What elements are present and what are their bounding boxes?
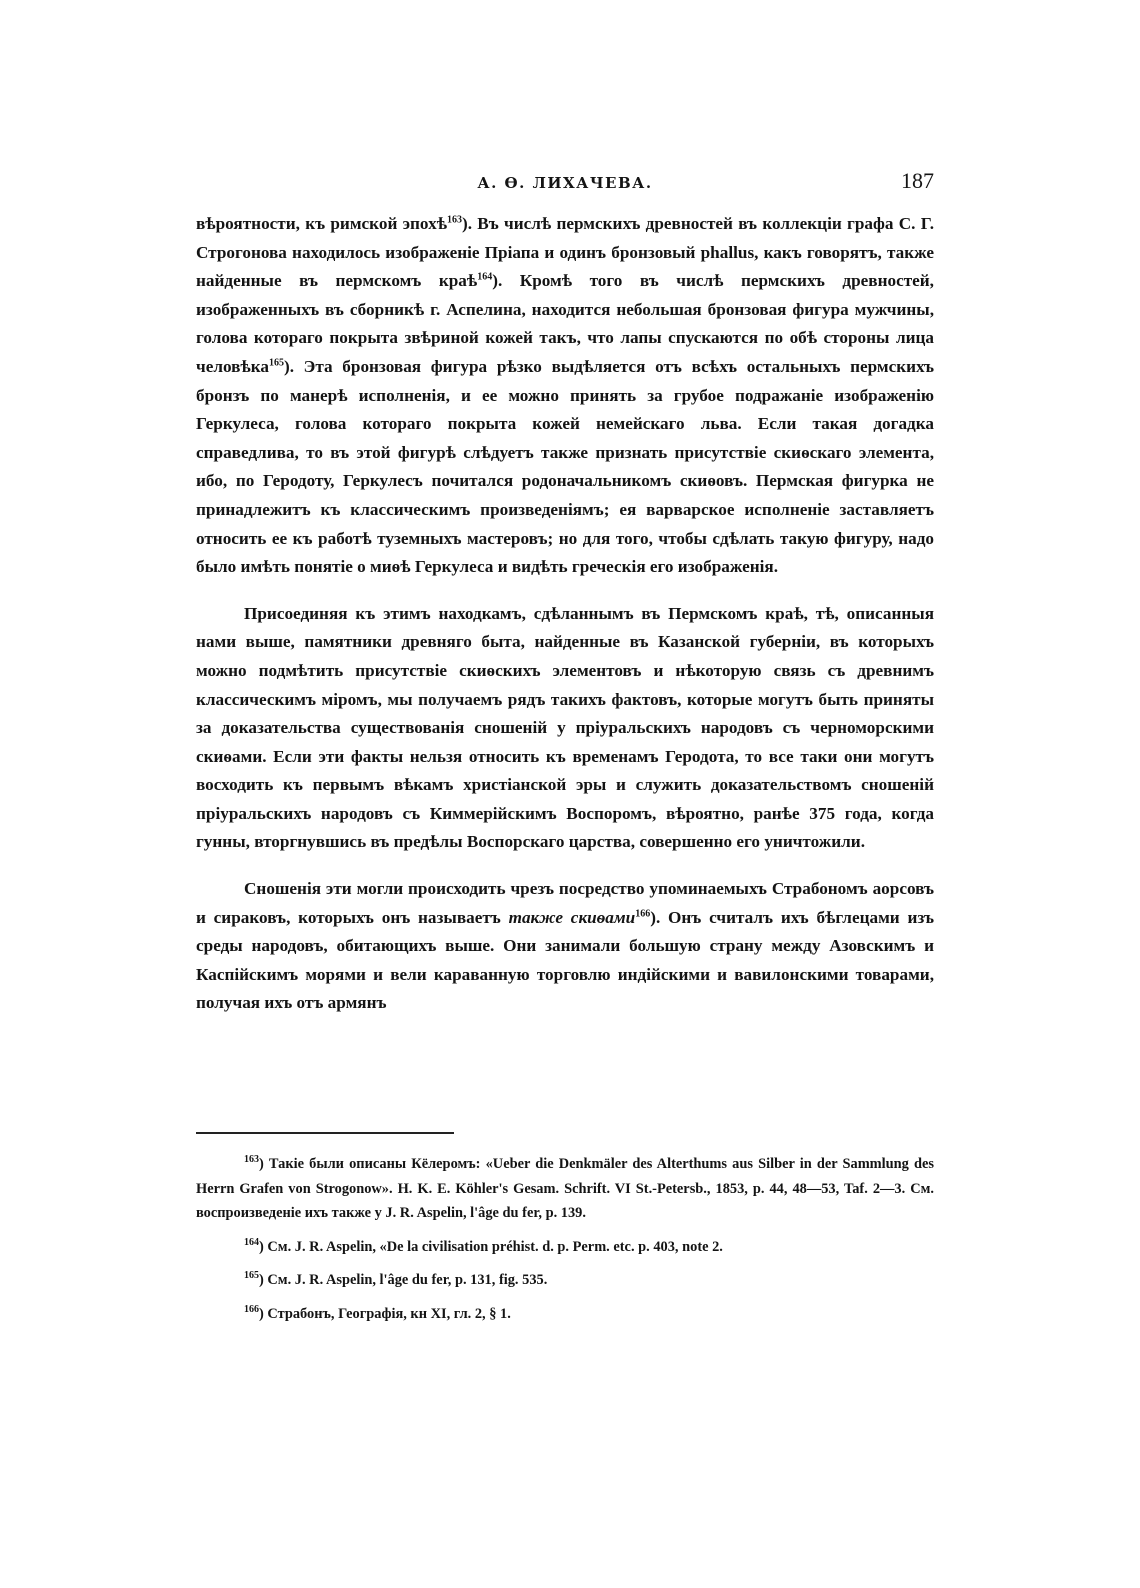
running-head: А. Ѳ. ЛИХАЧЕВА. [477, 174, 653, 192]
footnote-mark: 166 [244, 1303, 259, 1315]
page-header [196, 168, 934, 204]
page-number: 187 [901, 168, 934, 193]
text-run: ). Онъ считалъ ихъ бѣглецами изъ среды народовъ, обитающихъ выше. Они занимали большую страну между Азовскимъ и Каспійскимъ морями и вели караванную торговлю индійскими и вавилонскими товарами, получая ихъ отъ армянъ [196, 907, 934, 1013]
footnote-reference: 164 [477, 271, 493, 283]
footnote-mark: 163 [244, 1154, 259, 1166]
footnote-163 [196, 1152, 934, 1226]
footnote-text: ) См. J. R. Aspelin, «De la civilisation préhist. d. p. Perm. etc. p. 403, note 2. [259, 1238, 723, 1255]
text-run: Сношенія эти могли происходить чрезъ посредство упоминаемыхъ Страбономъ аорсовъ и сираковъ, которыхъ онъ называетъ [196, 879, 934, 927]
footnote-text: ) Страбонъ, Географія, кн XI, гл. 2, § 1. [259, 1305, 511, 1322]
footnote-166 [196, 1302, 934, 1327]
italic-phrase: также скиѳами [508, 907, 636, 927]
paragraph-3 [196, 875, 934, 1018]
footnote-separator [196, 1132, 454, 1134]
footnote-text: ) Такіе были описаны Кёлеромъ: «Ueber die Denkmäler des Alterthums aus Silber in der Sammlung des Herrn Grafen von Strogonow». H. K. E. Köhler's Gesam. Schrift. VI St.-Petersb., 1853, p. 44, 48—53, Taf. 2—3. См. воспроизведеніе ихъ также у J. R. Aspelin, l'âge du fer, p. 139. [196, 1156, 934, 1221]
footnote-mark: 165 [244, 1270, 259, 1282]
text-run: Присоединяя къ этимъ находкамъ, сдѣланнымъ въ Пермскомъ краѣ, тѣ, описанныя нами выше, памятники древняго быта, найденные въ Казанской губерніи, въ которыхъ можно подмѣтить присутствіе скиѳскихъ элементовъ и нѣкоторую связь съ древнимъ классическимъ міромъ, мы получаемъ рядъ такихъ фактовъ, которые могутъ быть приняты за доказательства существованія сношеній у пріуральскихъ народовъ съ черноморскими скиѳами. Если эти факты нельзя относить къ временамъ Геродота, то все таки они могутъ восходить къ первымъ вѣкамъ христіанской эры и служить доказательствомъ сношеній пріуральскихъ народовъ съ Киммерійскимъ Воспоромъ, вѣроятно, ранѣе 375 года, когда гунны, вторгнувшись въ предѣлы Воспорскаго царства, совершенно его уничтожили. [196, 603, 934, 852]
text-run: ). Кромѣ того въ числѣ пермскихъ древностей, изображенныхъ въ сборникѣ г. Аспелина, находится небольшая бронзовая фигура мужчины, голова котораго покрыта звѣриной кожей такъ, что лапы спускаются по обѣ стороны лица человѣка [196, 271, 934, 376]
footnote-reference: 166 [635, 907, 651, 919]
body-text [196, 210, 934, 1036]
text-run: ). Эта бронзовая фигура рѣзко выдѣляется отъ всѣхъ остальныхъ пермскихъ бронзъ по манерѣ исполненія, и ее можно принять за грубое подражаніе изображенію Геркулеса, голова котораго покрыта кожей немейскаго льва. Если такая догадка справедлива, то въ этой фигурѣ слѣдуетъ также признать присутствіе скиѳскаго элемента, ибо, по Геродоту, Геркулесъ почитался родоначальникомъ скиѳовъ. Пермская фигурка не принадлежитъ къ классическимъ произведеніямъ; ея варварское исполненіе заставляетъ относить ее къ работѣ туземныхъ мастеровъ; но для того, чтобы сдѣлать такую фигуру, надо было имѣть понятіе о миѳѣ Геркулеса и видѣть греческія его изображенія. [196, 356, 934, 577]
footnote-mark: 164 [244, 1236, 259, 1248]
footnote-164 [196, 1235, 934, 1260]
footnote-text: ) См. J. R. Aspelin, l'âge du fer, p. 131, fig. 535. [259, 1272, 548, 1288]
text-run: ). Въ числѣ пермскихъ древностей въ коллекціи графа С. Г. Строгонова находилось изображеніе Пріапа и одинъ бронзовый phallus, какъ говорятъ, также найденные въ пермскомъ краѣ [196, 214, 934, 291]
text-run: вѣроятности, къ римской эпохѣ [196, 214, 448, 233]
footnotes [196, 1152, 934, 1335]
footnote-165 [196, 1268, 934, 1293]
paragraph-1 [196, 210, 934, 582]
footnote-reference: 165 [268, 357, 284, 369]
footnote-reference: 163 [447, 214, 463, 226]
paragraph-2 [196, 600, 934, 857]
